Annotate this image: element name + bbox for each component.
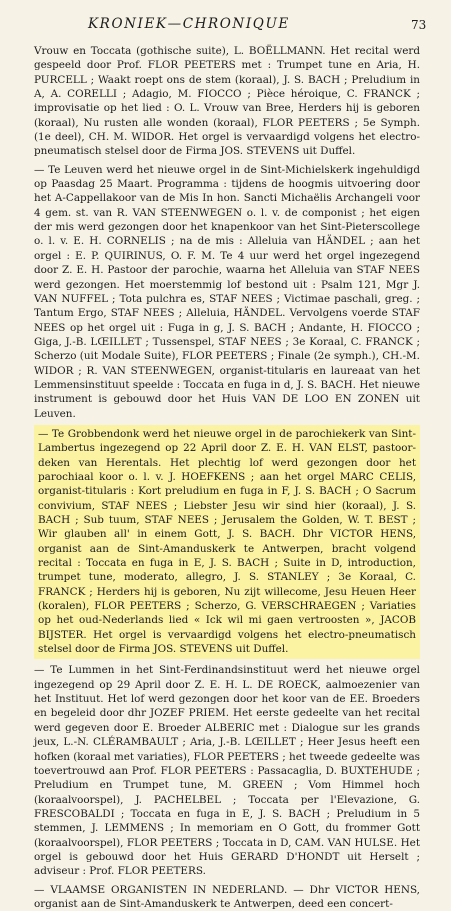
running-title: KRONIEK—CHRONIQUE [88, 16, 290, 32]
article-body [34, 44, 420, 911]
page-number: 73 [411, 18, 427, 32]
paragraph-vlaamse-organisten: — VLAAMSE ORGANISTEN IN NEDERLAND. — Dhr VICTOR HENS, organist aan de Sint-Amanduskerk te Antwerpen, deed een concert- [34, 883, 420, 910]
paragraph-lummen: — Te Lummen in het Sint-Ferdinandsinstituut werd het nieuwe orgel ingezegend op 29 April door Z. E. H. L. DE ROECK, aalmoezenier van het Instituut. Het lof werd gezongen door het koor van de EE. Broeders en begeleid door dhr JOZEF PRIEM. Het eerste gedeelte van het recital werd gegeven door E. Broeder ALBERIC met : Dialogue sur les grands jeux, L.-N. CLÉRAMBAULT ; Aria, J.-B. LŒILLET ; Heer Jesus heeft een hofken (koraal met variaties), FLOR PEETERS ; het tweede gedeelte was toevertrouwd aan Prof. FLOR PEETERS : Passacaglia, D. BUXTEHUDE ; Preludium en Trumpet tune, M. GREEN ; Vom Himmel hoch (koraalvoorspel), J. PACHELBEL ; Toccata per l'Elevazione, G. FRESCOBALDI ; Toccata en fuga in E, J. S. BACH ; Preludium in 5 stemmen, J. LEMMENS ; In memoriam en O Gott, du frommer Gott (koraalvoorspel), FLOR PEETERS ; Toccata in D, CAM. VAN HULSE. Het orgel is gebouwd door het Huis GERARD D'HONDT uit Herselt ; adviseur : Prof. FLOR PEETERS. [34, 664, 420, 878]
paragraph-leuven: — Te Leuven werd het nieuwe orgel in de Sint-Michielskerk ingehuldigd op Paasdag 25 Maart. Programma : tijdens de hoogmis uitvoering door het A-Cappellakoor van de Mis In hon. Sancti Michaëlis Archangeli voor 4 gem. st. van R. VAN STEENWEGEN o. l. v. de componist ; het eigen der mis werd gezongen door het knapenkoor van het Sint-Pieterscollege o. l. v. E. H. CORNELIS ; na de mis : Alleluia van HÄNDEL ; aan het orgel : E. P. QUIRINUS, O. F. M. Te 4 uur werd het orgel ingezegend door Z. E. H. Pastoor der parochie, waarna het Alleluia van STAF NEES werd gezongen. Het moerstemmig lof bestond uit : Psalm 121, Mgr J. VAN NUFFEL ; Tota pulchra es, STAF NEES ; Victimae paschali, greg. ; Tantum Ergo, STAF NEES ; Alleluia, HÄNDEL. Vervolgens voerde STAF NEES op het orgel uit : Fuga in g, J. S. BACH ; Andante, H. FIOCCO ; Giga, J.-B. LŒILLET ; Tussenspel, STAF NEES ; 3e Koraal, C. FRANCK ; Scherzo (uit Modale Suite), FLOR PEETERS ; Finale (2e symph.), CH.-M. WIDOR ; R. VAN STEENWEGEN, organist-titularis en laureaat van het Lemmensinstituut speelde : Toccata en fuga in d, J. S. BACH. Het nieuwe instrument is gebouwd door het Huis VAN DE LOO EN ZONEN uit Leuven. [34, 163, 420, 420]
paragraph-grobbendonk-highlighted: — Te Grobbendonk werd het nieuwe orgel in de parochiekerk van Sint-Lambertus ingezegend op 22 April door Z. E. H. VAN ELST, pastoor-deken van Herentals. Het plechtig lof werd gezongen door het parochiaal koor o. l. v. J. HOEFKENS ; aan het orgel MARC CELIS, organist-titularis : Kort preludium en fuga in F, J. S. BACH ; O Sacrum convivium, STAF NEES ; Liebster Jesu wir sind hier (koraal), J. S. BACH ; Sub tuum, STAF NEES ; Jerusalem the Golden, W. T. BEST ; Wir glauben all' in einem Gott, J. S. BACH. Dhr VICTOR HENS, organist aan de Sint-Amanduskerk te Antwerpen, bracht volgend recital : Toccata en fuga in E, J. S. BACH ; Suite in D, introduction, trumpet tune, moderato, allegro, J. S. STANLEY ; 3e Koraal, C. FRANCK ; Herders hij is geboren, Nu zijt willecome, Jesu Heuen Heer (koralen), FLOR PEETERS ; Scherzo, G. VERSCHRAEGEN ; Variaties op het oud-Nederlands lied « Ick wil mi gaen vertroosten », JACOB BIJSTER. Het orgel is vervaardigd volgens het electro-pneumatisch stelsel door de Firma JOS. STEVENS uit Duffel. [34, 425, 420, 660]
page-header [0, 0, 451, 40]
paragraph-recital-peeters: Vrouw en Toccata (gothische suite), L. BOËLLMANN. Het recital werd gespeeld door Prof. FLOR PEETERS met : Trumpet tune en Aria, H. PURCELL ; Waakt roept ons de stem (koraal), J. S. BACH ; Preludium in A, A. CORELLI ; Adagio, M. FIOCCO ; Pièce héroique, C. FRANCK ; improvisatie op het lied : O. L. Vrouw van Bree, Herders hij is geboren (koraal), Nu rusten alle wonden (koraal), FLOR PEETERS ; 5e Symph. (1e deel), CH. M. WIDOR. Het orgel is vervaardigd volgens het electro-pneumatisch stelsel door de Firma JOS. STEVENS uit Duffel. [34, 45, 420, 158]
